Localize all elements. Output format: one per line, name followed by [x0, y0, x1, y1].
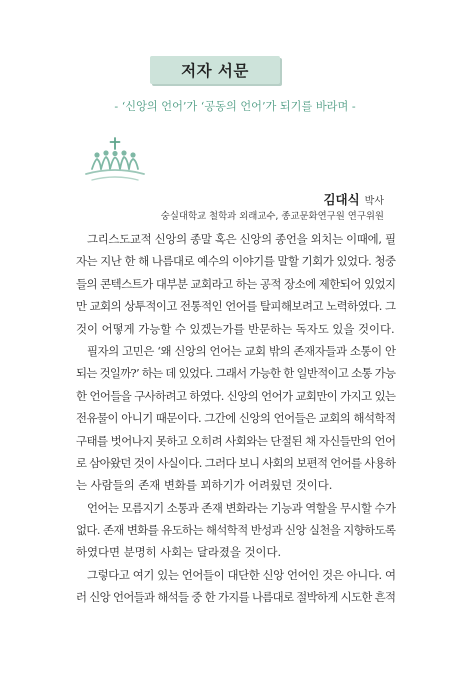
body-line: 구태를 벗어나지 못하고 오히려 사회와는 단절된 채 자신들만의 언어: [76, 433, 396, 448]
body-line: 한 언어들을 구사하려고 하였다. 신앙의 언어가 교회만이 가지고 있는: [76, 388, 396, 403]
page-subtitle: - ‘신앙의 언어’가 ‘공동의 언어’가 되기를 바라며 -: [114, 100, 356, 113]
body-line: 언어는 모름지기 소통과 존재 변화라는 기능과 역할을 무시할 수가: [87, 500, 396, 515]
body-line: 전유물이 아니기 때문이다. 그간에 신앙의 언어들은 교회의 해석학적: [76, 411, 396, 426]
author-name: 김대식: [323, 192, 360, 207]
body-line: 는 사람들의 존재 변화를 꾀하기가 어려웠던 것이다.: [76, 478, 333, 493]
body-line: 필자의 고민은 ‘왜 신앙의 언어는 교회 밖의 존재자들과 소통이 안: [87, 343, 396, 358]
author-affiliation: 숭실대학교 철학과 외래교수, 종교문화연구원 연구위원: [160, 211, 384, 222]
body-line: 들의 콘텍스트가 대부분 교회라고 하는 공적 장소에 제한되어 있었지: [76, 276, 396, 291]
body-line: 되는 것일까?’ 하는 데 있었다. 그래서 가능한 한 일반적이고 소통 가능: [76, 366, 396, 381]
five-figures-with-cross-icon: [82, 136, 148, 188]
body-line: 그리스도교적 신앙의 종말 혹은 신앙의 종언을 외치는 이때에, 필: [87, 232, 396, 246]
body-line: 것이 어떻게 가능할 수 있겠는가를 반문하는 독자도 있을 것이다.: [76, 321, 395, 336]
body-line: 만 교회의 상투적이고 전통적인 언어를 탈피해보려고 노력하였다. 그: [76, 299, 396, 314]
body-line: 그렇다고 여기 있는 언어들이 대단한 신앙 언어인 것은 아니다. 여: [87, 567, 396, 582]
body-line: 로 삼아왔던 것이 사실이다. 그러다 보니 사회의 보편적 언어를 사용하: [76, 455, 396, 470]
title-box: [150, 56, 280, 84]
body-line: 자는 지난 한 해 나름대로 예수의 이야기를 말할 기회가 있었다. 청중: [76, 254, 396, 269]
body-line: 없다. 존재 변화를 유도하는 해석학적 반성과 신앙 실천을 지향하도록: [76, 523, 396, 538]
page-title: 저자 서문: [181, 62, 249, 80]
author-title: 박사: [364, 196, 384, 207]
preface-body: [76, 228, 396, 609]
author-line: [323, 190, 384, 208]
body-line: 하였다면 분명히 사회는 달라졌을 것이다.: [76, 545, 282, 560]
body-line: 러 신앙 언어들과 해석들 중 한 가지를 나름대로 절박하게 시도한 흔적: [76, 590, 396, 605]
